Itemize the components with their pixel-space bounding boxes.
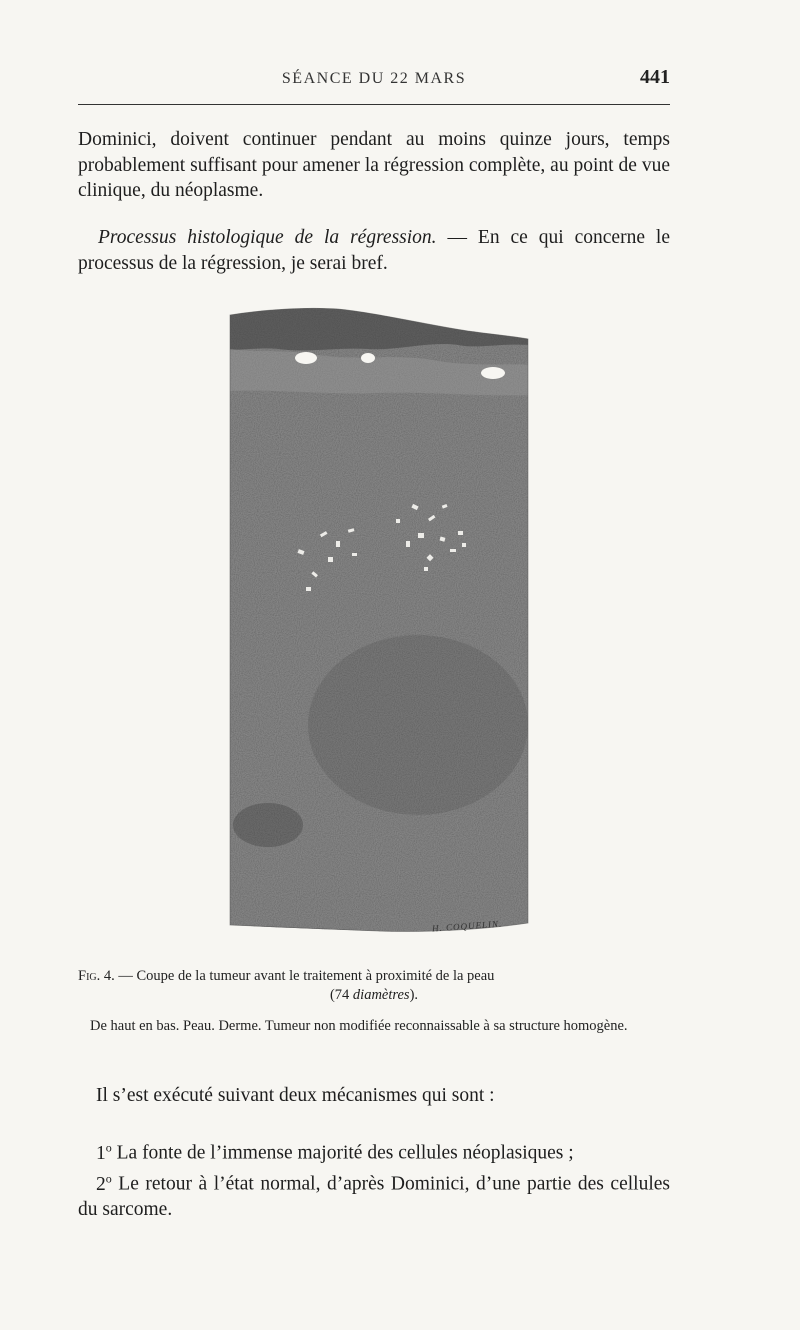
caption-text: — Coupe de la tumeur avant le traitement à proximité de la peau xyxy=(114,968,495,984)
list-item xyxy=(78,1135,670,1166)
caption-magnification xyxy=(78,986,670,1005)
figure-caption xyxy=(78,967,670,1005)
paragraph-continuation: Dominici, doivent continuer pendant au moins quinze jours, temps probablement suffisant pour amener la régression complète, au point de vue clinique, du néoplasme. xyxy=(78,129,670,201)
list-text: Le retour à l’état normal, d’après Dominici, d’une partie des cellules du sarcome. xyxy=(78,1173,670,1220)
figure-legend: De haut en bas. Peau. Derme. Tumeur non modifiée reconnaissable à sa structure homogène. xyxy=(90,1018,628,1034)
section-text: — En ce qui concerne le processus de la régression, je serai bref. xyxy=(78,227,670,274)
magnification-value: (74 xyxy=(329,987,353,1003)
magnification-unit: diamètres xyxy=(352,987,410,1003)
list-item xyxy=(78,1166,670,1223)
list-number: 2$^o$ xyxy=(96,1171,112,1195)
paragraph-mechanisms: Il s’est exécuté suivant deux mécanismes qui sont : xyxy=(96,1085,495,1106)
list-number: 1$^o$ xyxy=(96,1140,112,1164)
list-text: La fonte de l’immense majorité des cellules néoplasiques ; xyxy=(111,1142,574,1164)
mechanism-list xyxy=(78,1135,670,1223)
caption-line xyxy=(78,967,670,986)
figure-label: Fig. 4. xyxy=(78,968,115,984)
tissue-section-illustration xyxy=(228,305,530,935)
engraver-signature: H. COQUELIN. xyxy=(431,918,503,934)
running-head: SÉANCE DU 22 MARS xyxy=(281,70,467,87)
paragraph-section xyxy=(78,225,670,276)
caption-close: ). xyxy=(409,987,419,1003)
header-rule xyxy=(78,104,670,105)
page-header xyxy=(78,64,670,94)
page-number: 441 xyxy=(640,66,670,88)
section-title: Processus histologique de la régression. xyxy=(98,227,437,248)
histology-figure xyxy=(228,305,530,935)
